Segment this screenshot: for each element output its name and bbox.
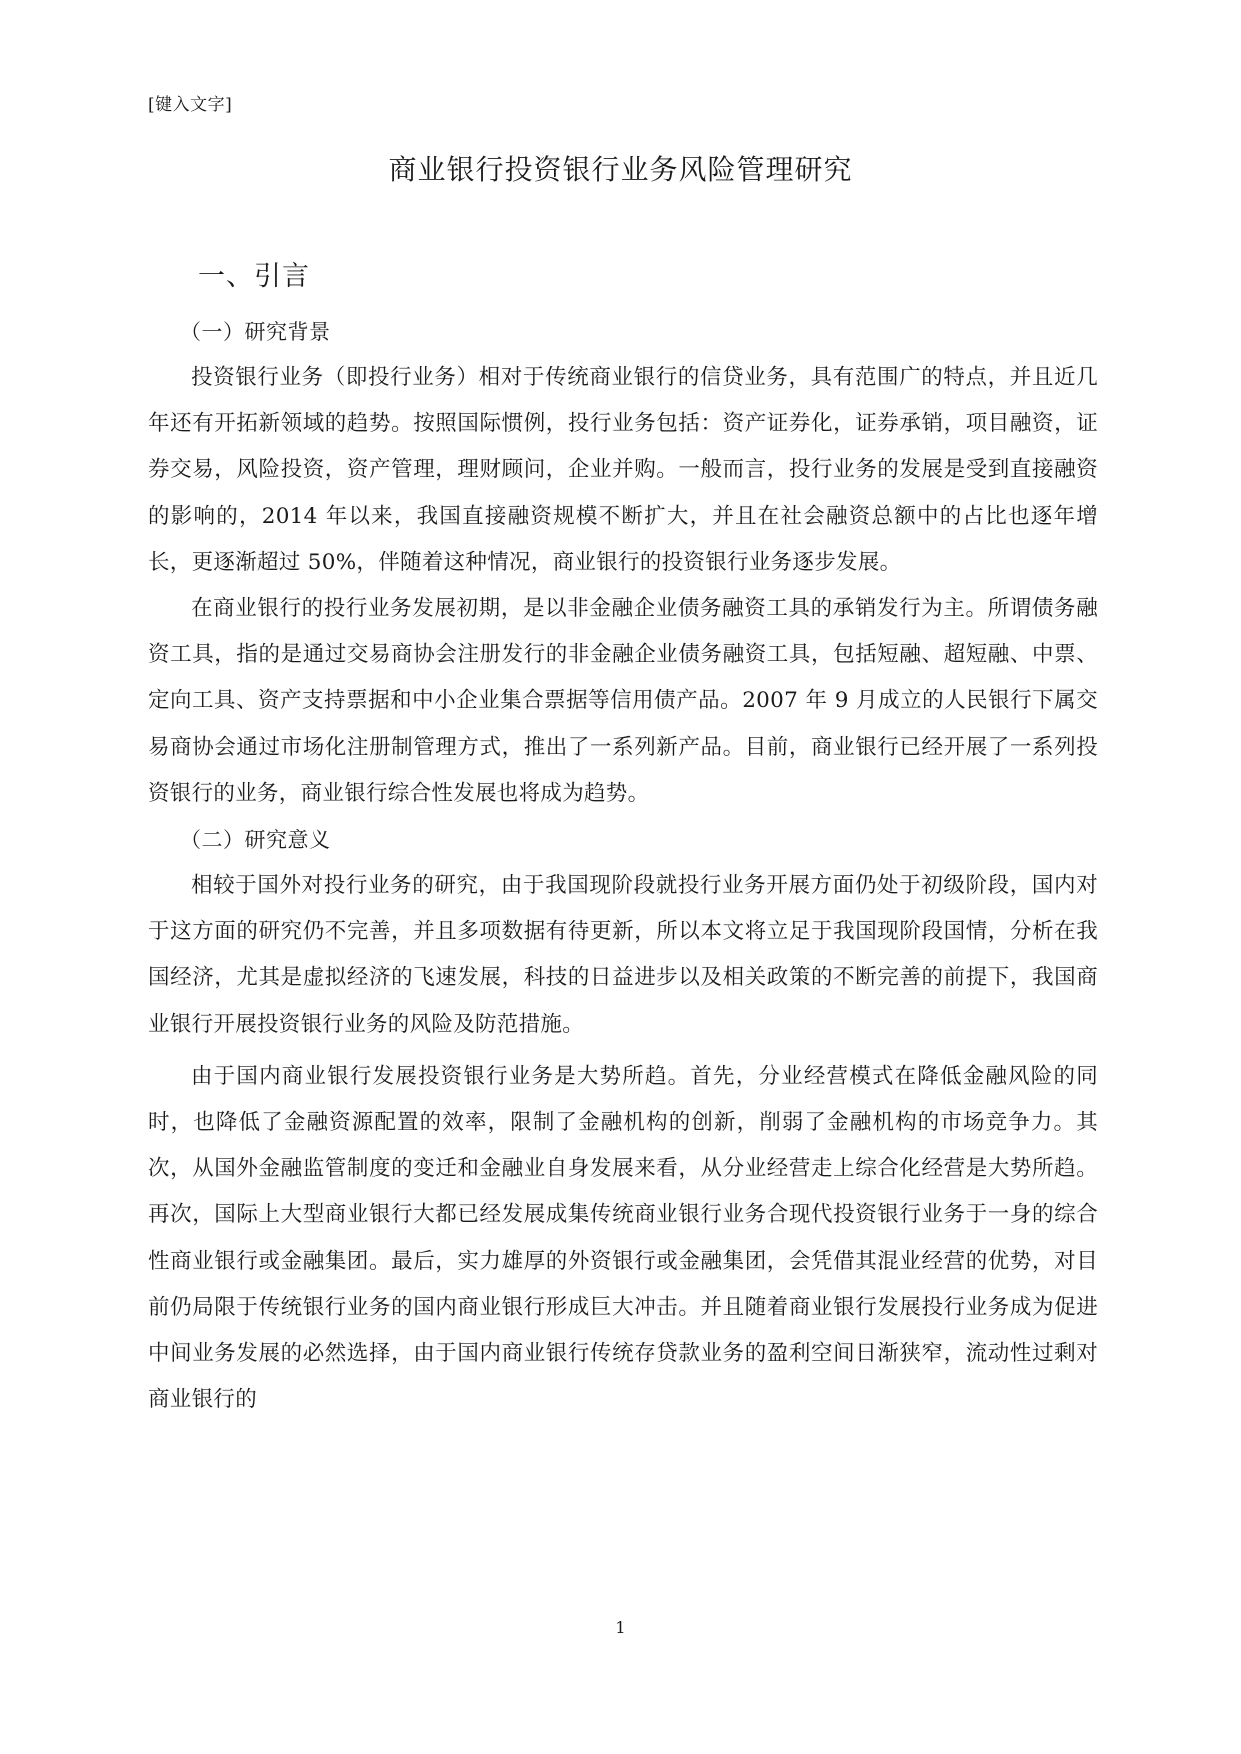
- subheading-research-background: （一）研究背景: [180, 320, 331, 344]
- document-body: [148, 309, 1098, 1423]
- paragraph: 投资银行业务（即投行业务）相对于传统商业银行的信贷业务，具有范围广的特点，并且近几年还有开拓新领域的趋势。按照国际惯例，投行业务包括：资产证券化，证券承销，项目融资，证券交易，风险投资，资产管理，理财顾问，企业并购。一般而言，投行业务的发展是受到直接融资的影响的，2014 年以来，我国直接融资规模不断扩大，并且在社会融资总额中的占比也逐年增长，更逐渐超过 50%，伴随着这种情况，商业银行的投资银行业务逐步发展。: [148, 365, 1098, 575]
- paragraph: 在商业银行的投行业务发展初期，是以非金融企业债务融资工具的承销发行为主。所谓债务融资工具，指的是通过交易商协会注册发行的非金融企业债务融资工具，包括短融、超短融、中票、定向工具、资产支持票据和中小企业集合票据等信用债产品。2007 年 9 月成立的人民银行下属交易商协会通过市场化注册制管理方式，推出了一系列新产品。目前，商业银行已经开展了一系列投资银行的业务，商业银行综合性发展也将成为趋势。: [148, 596, 1098, 806]
- section-heading-introduction: 一、引言: [198, 261, 310, 292]
- paragraph: 由于国内商业银行发展投资银行业务是大势所趋。首先，分业经营模式在降低金融风险的同时，也降低了金融资源配置的效率，限制了金融机构的创新，削弱了金融机构的市场竞争力。其次，从国外金融监管制度的变迁和金融业自身发展来看，从分业经营走上综合化经营是大势所趋。再次，国际上大型商业银行大都已经发展成集传统商业银行业务合现代投资银行业务于一身的综合性商业银行或金融集团。最后，实力雄厚的外资银行或金融集团，会凭借其混业经营的优势，对目前仍局限于传统银行业务的国内商业银行形成巨大冲击。并且随着商业银行发展投行业务成为促进中间业务发展的必然选择，由于国内商业银行传统存贷款业务的盈利空间日渐狭窄，流动性过剩对商业银行的: [148, 1063, 1098, 1413]
- paragraph: 相较于国外对投行业务的研究，由于我国现阶段就投行业务开展方面仍处于初级阶段，国内对于这方面的研究仍不完善，并且多项数据有待更新，所以本文将立足于我国现阶段国情，分析在我国经济，尤其是虚拟经济的飞速发展，科技的日益进步以及相关政策的不断完善的前提下，我国商业银行开展投资银行业务的风险及防范措施。: [148, 873, 1098, 1037]
- subheading-research-significance: （二）研究意义: [180, 828, 331, 853]
- page-number: 1: [615, 1618, 626, 1637]
- header-placeholder: [键入文字]: [148, 95, 233, 115]
- document-title: 商业银行投资银行业务风险管理研究: [388, 153, 853, 186]
